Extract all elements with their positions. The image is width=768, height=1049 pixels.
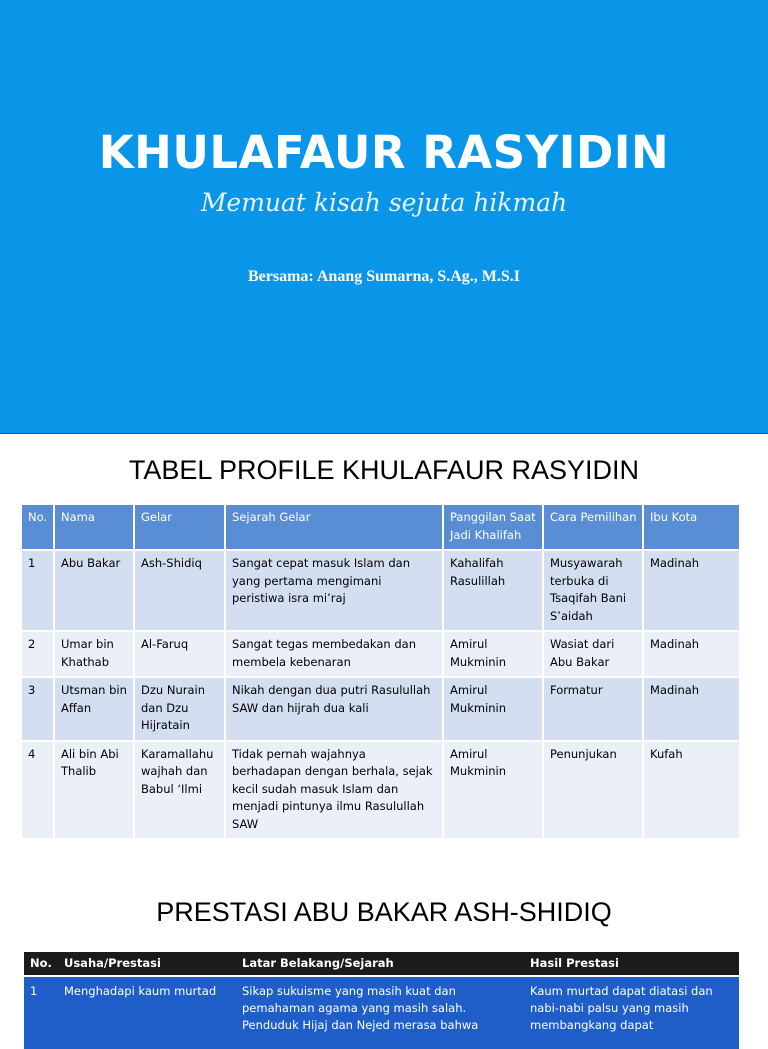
- column-header: Cara Pemilihan: [543, 504, 643, 550]
- table-cell: Penunjukan: [543, 741, 643, 840]
- table-cell: 2: [21, 631, 54, 677]
- column-header: Ibu Kota: [643, 504, 740, 550]
- presenter-line: Bersama: Anang Sumarna, S.Ag., M.S.I: [247, 268, 521, 285]
- table-cell: Madinah: [643, 550, 740, 631]
- table-cell: Wasiat dari Abu Bakar: [543, 631, 643, 677]
- table-cell: Kahalifah Rasulillah: [443, 550, 543, 631]
- column-header: Latar Belakang/Sejarah: [236, 952, 524, 976]
- table-cell: Amirul Mukminin: [443, 631, 543, 677]
- table-cell: Ali bin Abi Thalib: [54, 741, 134, 840]
- table-cell: Musyawarah terbuka di Tsaqifah Bani S’aidah: [543, 550, 643, 631]
- title-slide: [0, 0, 768, 434]
- table-row: [24, 976, 739, 1049]
- table-cell: 3: [21, 677, 54, 741]
- table-cell: [524, 976, 739, 1049]
- column-header: Sejarah Gelar: [225, 504, 443, 550]
- table-row: [21, 741, 740, 840]
- column-header: No.: [24, 952, 58, 976]
- cell-text: Kaum murtad dapat diatasi dan nabi-nabi palsu yang masih membangkang dapat: [530, 984, 713, 1032]
- table-cell: Formatur: [543, 677, 643, 741]
- column-header: Usaha/Prestasi: [58, 952, 236, 976]
- cell-text: 1: [30, 984, 38, 998]
- table-cell: [236, 976, 524, 1049]
- table-cell: 1: [21, 550, 54, 631]
- column-header: Gelar: [134, 504, 225, 550]
- column-header: Panggilan Saat Jadi Khalifah: [443, 504, 543, 550]
- table-header-row: [21, 504, 740, 550]
- table-cell: Al-Faruq: [134, 631, 225, 677]
- profile-table: [20, 503, 741, 840]
- cell-text: Menghadapi kaum murtad: [64, 984, 217, 998]
- table-row: [21, 550, 740, 631]
- column-header: Hasil Prestasi: [524, 952, 739, 976]
- table-cell: Dzu Nurain dan Dzu Hijratain: [134, 677, 225, 741]
- table-cell: Nikah dengan dua putri Rasulullah SAW dan hijrah dua kali: [225, 677, 443, 741]
- prestasi-table-heading: PRESTASI ABU BAKAR ASH-SHIDIQ: [156, 897, 612, 927]
- table-cell: Umar bin Khathab: [54, 631, 134, 677]
- column-header: No.: [21, 504, 54, 550]
- table-cell: Ash-Shidiq: [134, 550, 225, 631]
- profile-table-heading: TABEL PROFILE KHULAFAUR RASYIDIN: [128, 455, 640, 485]
- prestasi-table: [24, 952, 739, 1049]
- main-title: KHULAFAUR RASYIDIN: [98, 126, 670, 179]
- table-cell: 4: [21, 741, 54, 840]
- table-cell: Utsman bin Affan: [54, 677, 134, 741]
- table-cell: Sangat cepat masuk Islam dan yang pertama mengimani peristiwa isra mi’raj: [225, 550, 443, 631]
- table-cell: Abu Bakar: [54, 550, 134, 631]
- table-row: [21, 677, 740, 741]
- table-row: [21, 631, 740, 677]
- table-cell: Kufah: [643, 741, 740, 840]
- table-cell: Tidak pernah wajahnya berhadapan dengan berhala, sejak kecil sudah masuk Islam dan menjadi pintunya ilmu Rasulullah SAW: [225, 741, 443, 840]
- table-cell: [24, 976, 58, 1049]
- cell-text: Sikap sukuisme yang masih kuat dan pemahaman agama yang masih salah. Penduduk Hijaj dan Nejed merasa bahwa: [242, 984, 479, 1032]
- table-cell: Sangat tegas membedakan dan membela kebenaran: [225, 631, 443, 677]
- table-cell: Amirul Mukminin: [443, 741, 543, 840]
- table-header-row: [24, 952, 739, 976]
- table-cell: Madinah: [643, 677, 740, 741]
- subtitle: Memuat kisah sejuta hikmah: [200, 188, 568, 217]
- table-cell: Madinah: [643, 631, 740, 677]
- table-cell: Karamallahu wajhah dan Babul ‘Ilmi: [134, 741, 225, 840]
- table-cell: [58, 976, 236, 1049]
- column-header: Nama: [54, 504, 134, 550]
- table-cell: Amirul Mukminin: [443, 677, 543, 741]
